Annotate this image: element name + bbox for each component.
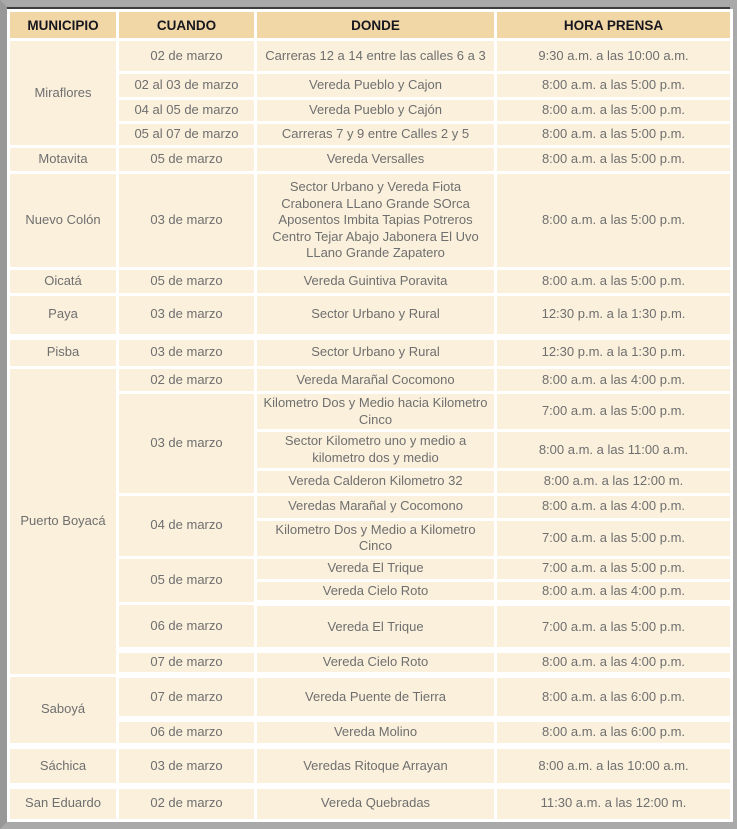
donde-cell: Kilometro Dos y Medio a Kilometro Cinco [256,519,496,557]
table-row [9,494,732,519]
hora-cell: 8:00 a.m. a las 6:00 p.m. [496,675,732,719]
municipio-cell: Motavita [9,147,118,173]
table-row [9,368,732,393]
hora-cell: 8:00 a.m. a las 5:00 p.m. [496,99,732,123]
hora-cell: 8:00 a.m. a las 5:00 p.m. [496,147,732,173]
hora-cell: 8:00 a.m. a las 6:00 p.m. [496,719,732,746]
donde-cell: Vereda Marañal Cocomono [256,368,496,393]
donde-cell: Vereda Cielo Roto [256,580,496,603]
cuando-cell: 03 de marzo [118,173,256,269]
cuando-cell: 05 de marzo [118,557,256,603]
cuando-cell: 02 de marzo [118,368,256,393]
donde-cell: Carreras 7 y 9 entre Calles 2 y 5 [256,123,496,147]
hora-cell: 8:00 a.m. a las 4:00 p.m. [496,494,732,519]
municipio-cell: Miraflores [9,40,118,147]
donde-cell: Veredas Ritoque Arrayan [256,746,496,786]
column-header-municipio: MUNICIPIO [9,11,118,40]
table-row [9,173,732,269]
table-row [9,603,732,650]
municipio-cell: Puerto Boyacá [9,368,118,676]
donde-cell: Sector Urbano y Rural [256,295,496,337]
hora-cell: 8:00 a.m. a las 5:00 p.m. [496,173,732,269]
table-row [9,786,732,820]
schedule-table [7,9,733,822]
table-row [9,557,732,580]
table-row [9,73,732,99]
table-row [9,269,732,295]
hora-cell: 11:30 a.m. a las 12:00 m. [496,786,732,820]
donde-cell: Vereda Guintiva Poravita [256,269,496,295]
donde-cell: Vereda Puente de Tierra [256,675,496,719]
table-row [9,337,732,368]
cuando-cell: 03 de marzo [118,337,256,368]
table-row [9,295,732,337]
cuando-cell: 03 de marzo [118,746,256,786]
cuando-cell: 02 al 03 de marzo [118,73,256,99]
table-row [9,650,732,675]
municipio-cell: Paya [9,295,118,337]
cuando-cell: 07 de marzo [118,675,256,719]
table-row [9,40,732,73]
hora-cell: 8:00 a.m. a las 12:00 m. [496,469,732,494]
donde-cell: Vereda Quebradas [256,786,496,820]
hora-cell: 8:00 a.m. a las 10:00 a.m. [496,746,732,786]
donde-cell: Vereda Versalles [256,147,496,173]
cuando-cell: 03 de marzo [118,295,256,337]
cuando-cell: 02 de marzo [118,786,256,820]
hora-cell: 8:00 a.m. a las 5:00 p.m. [496,73,732,99]
hora-cell: 8:00 a.m. a las 11:00 a.m. [496,431,732,469]
table-row [9,719,732,746]
hora-cell: 12:30 p.m. a la 1:30 p.m. [496,295,732,337]
donde-cell: Vereda Pueblo y Cajon [256,73,496,99]
hora-cell: 8:00 a.m. a las 4:00 p.m. [496,580,732,603]
table-row [9,393,732,431]
donde-cell: Kilometro Dos y Medio hacia Kilometro Cinco [256,393,496,431]
donde-cell: Carreras 12 a 14 entre las calles 6 a 3 [256,40,496,73]
donde-cell: Sector Kilometro uno y medio a kilometro dos y medio [256,431,496,469]
cuando-cell: 04 al 05 de marzo [118,99,256,123]
cuando-cell: 03 de marzo [118,393,256,495]
hora-cell: 7:00 a.m. a las 5:00 p.m. [496,393,732,431]
donde-cell: Veredas Marañal y Cocomono [256,494,496,519]
header-row [9,11,732,40]
hora-cell: 7:00 a.m. a las 5:00 p.m. [496,603,732,650]
cuando-cell: 05 de marzo [118,147,256,173]
donde-cell: Vereda Molino [256,719,496,746]
donde-cell: Sector Urbano y Rural [256,337,496,368]
donde-cell: Vereda Cielo Roto [256,650,496,675]
table-row [9,99,732,123]
hora-cell: 8:00 a.m. a las 4:00 p.m. [496,650,732,675]
donde-cell: Vereda Pueblo y Cajón [256,99,496,123]
municipio-cell: Pisba [9,337,118,368]
municipio-cell: Nuevo Colón [9,173,118,269]
cuando-cell: 07 de marzo [118,650,256,675]
table-body [9,40,732,821]
cuando-cell: 02 de marzo [118,40,256,73]
donde-cell: Vereda El Trique [256,557,496,580]
donde-cell: Vereda El Trique [256,603,496,650]
column-header-donde: DONDE [256,11,496,40]
column-header-hora: HORA PRENSA [496,11,732,40]
hora-cell: 8:00 a.m. a las 5:00 p.m. [496,269,732,295]
table-wrap [7,7,730,822]
hora-cell: 12:30 p.m. a la 1:30 p.m. [496,337,732,368]
municipio-cell: Sáchica [9,746,118,786]
hora-cell: 7:00 a.m. a las 5:00 p.m. [496,557,732,580]
municipio-cell: San Eduardo [9,786,118,820]
cuando-cell: 05 al 07 de marzo [118,123,256,147]
table-row [9,123,732,147]
hora-cell: 9:30 a.m. a las 10:00 a.m. [496,40,732,73]
cuando-cell: 05 de marzo [118,269,256,295]
column-header-cuando: CUANDO [118,11,256,40]
cuando-cell: 06 de marzo [118,603,256,650]
donde-cell: Vereda Calderon Kilometro 32 [256,469,496,494]
table-row [9,147,732,173]
municipio-cell: Oicatá [9,269,118,295]
table-row [9,675,732,719]
donde-cell: Sector Urbano y Vereda Fiota Crabonera LLano Grande SOrca Aposentos Imbita Tapias Potreros Centro Tejar Abajo Jabonera El Uvo LLano Grande Zapatero [256,173,496,269]
table-row [9,746,732,786]
hora-cell: 8:00 a.m. a las 4:00 p.m. [496,368,732,393]
hora-cell: 7:00 a.m. a las 5:00 p.m. [496,519,732,557]
hora-cell: 8:00 a.m. a las 5:00 p.m. [496,123,732,147]
municipio-cell: Saboyá [9,675,118,746]
cuando-cell: 04 de marzo [118,494,256,557]
cuando-cell: 06 de marzo [118,719,256,746]
